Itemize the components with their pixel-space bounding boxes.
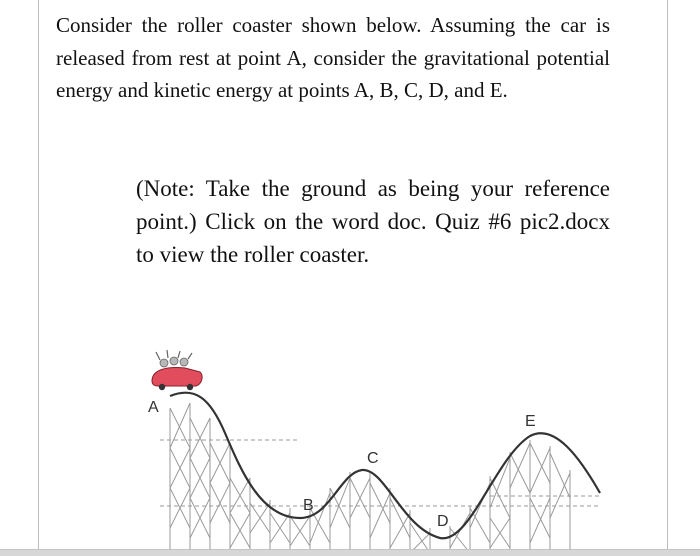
point-b-label: B (303, 497, 314, 514)
roller-coaster-svg (140, 348, 610, 553)
point-c-label: C (367, 450, 379, 467)
point-e-label: E (525, 413, 536, 430)
point-a-label: A (148, 399, 159, 416)
roller-coaster-figure (140, 348, 610, 553)
note-text: (Note: Take the ground as being your reference point.) Click on the word doc. Quiz #6 pic2.docx to view the roller coaster. (136, 176, 610, 267)
question-text: Consider the roller coaster shown below. Assuming the car is released from rest at point A, consider the gravitational potential energy and kinetic energy at points A, B, C, D, and E. (56, 13, 610, 102)
bottom-scroll-bar (0, 549, 700, 556)
point-d-label: D (437, 513, 449, 530)
coaster-car (152, 350, 202, 390)
